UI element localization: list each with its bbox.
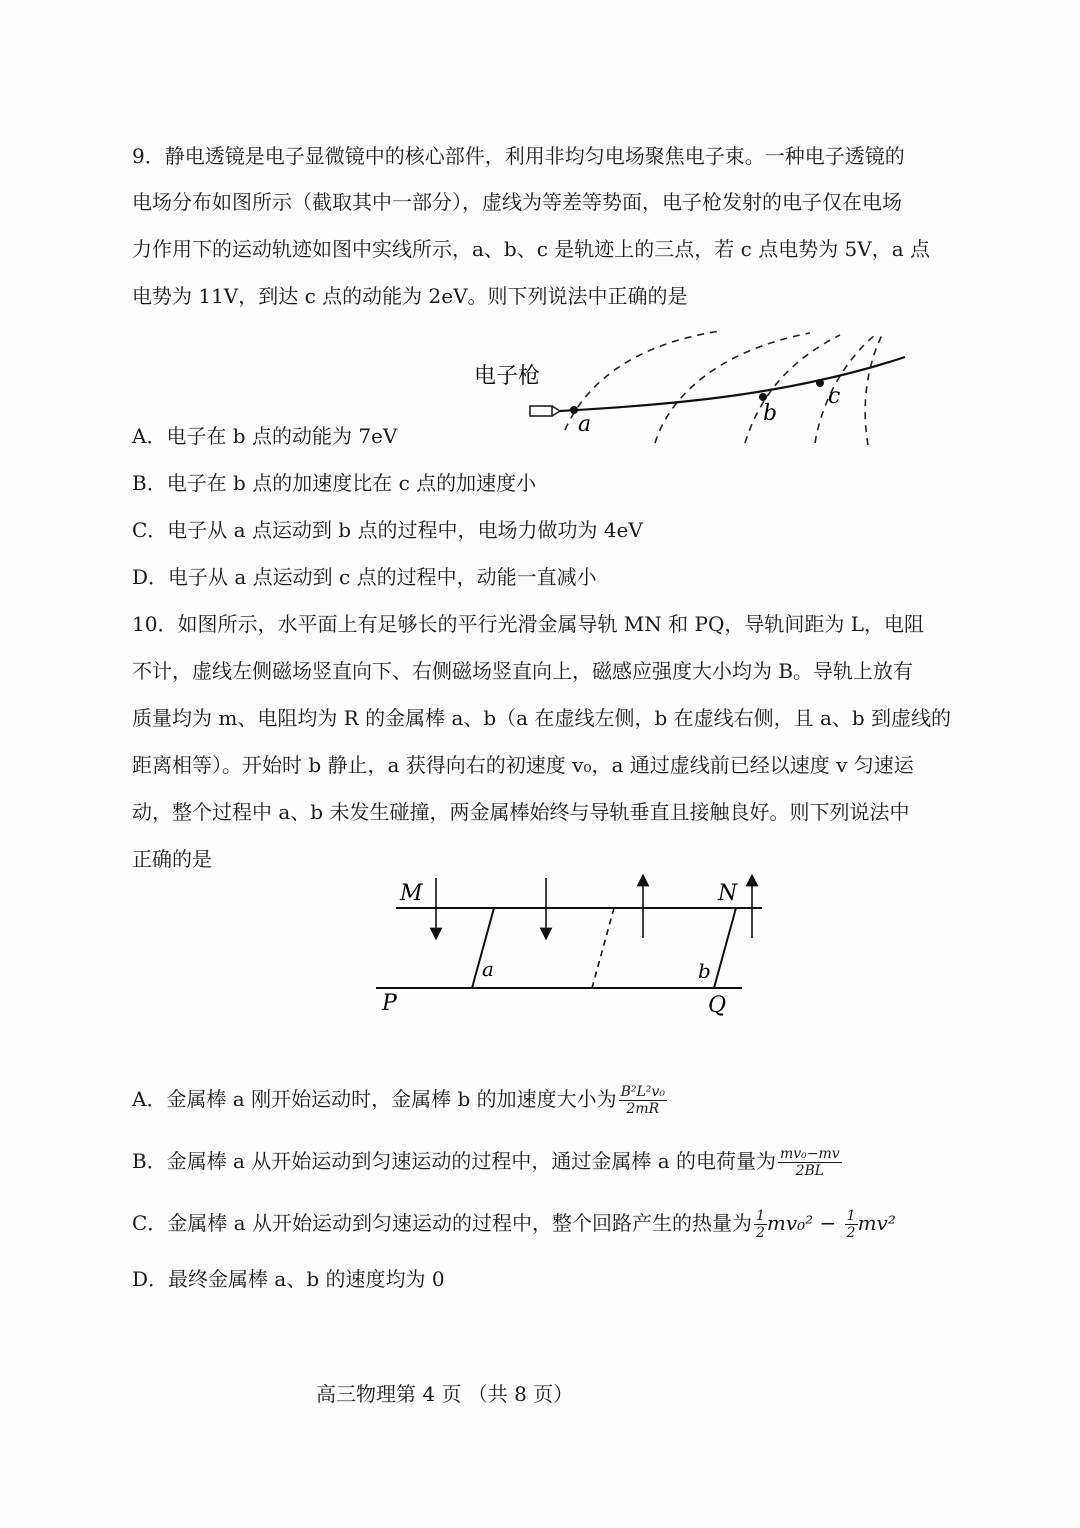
q10-option-b bbox=[132, 1146, 842, 1179]
fraction bbox=[619, 1084, 667, 1117]
electron-trajectory bbox=[560, 357, 905, 411]
label-a: a bbox=[578, 412, 592, 437]
q10-option-c bbox=[132, 1208, 896, 1241]
fraction-half: $\frac{1}{2}$ bbox=[846, 1208, 856, 1241]
q10-line-1: 10．如图所示，水平面上有足够长的平行光滑金属导轨 MN 和 PQ，导轨间距为 L，电阻 bbox=[132, 612, 924, 636]
q9-line-1: 9．静电透镜是电子显微镜中的核心部件，利用非均匀电场聚焦电子束。一种电子透镜的 bbox=[132, 144, 905, 168]
fraction-denominator: 2BL bbox=[795, 1163, 825, 1179]
equipotential-line bbox=[865, 335, 882, 445]
q10-line-5: 动，整个过程中 a、b 未发生碰撞，两金属棒始终与导轨垂直且接触良好。则下列说法中 bbox=[132, 800, 910, 824]
q9-option-a: A．电子在 b 点的动能为 7eV bbox=[132, 424, 398, 448]
rails-figure bbox=[370, 868, 780, 1023]
point-b bbox=[759, 393, 767, 401]
q10-line-6: 正确的是 bbox=[132, 847, 212, 871]
q10-option-d: D．最终金属棒 a、b 的速度均为 0 bbox=[132, 1267, 445, 1291]
boundary-dashed-line bbox=[592, 908, 614, 988]
fraction-numerator: B²L²v₀ bbox=[620, 1084, 665, 1100]
label-M: M bbox=[400, 881, 423, 906]
label-b: b bbox=[763, 401, 778, 426]
label-P: P bbox=[382, 991, 397, 1016]
q9-line-2: 电场分布如图所示（截取其中一部分），虚线为等差等势面，电子枪发射的电子仅在电场 bbox=[132, 190, 902, 214]
label-N: N bbox=[718, 881, 738, 906]
q10-option-a bbox=[132, 1084, 667, 1117]
q10-line-4: 距离相等）。开始时 b 静止，a 获得向右的初速度 v₀，a 通过虚线前已经以速度 v 匀速运 bbox=[132, 753, 914, 777]
point-c bbox=[816, 379, 824, 387]
label-rod-b: b bbox=[698, 959, 711, 983]
electron-gun-icon bbox=[530, 406, 552, 416]
term-mv0-squared: mv₀² bbox=[766, 1211, 814, 1235]
label-Q: Q bbox=[708, 993, 727, 1018]
q10-option-b-text: B．金属棒 a 从开始运动到匀速运动的过程中，通过金属棒 a 的电荷量为 bbox=[132, 1149, 776, 1173]
gun-label: 电子枪 bbox=[474, 364, 541, 389]
fraction-denominator: 2mR bbox=[626, 1101, 660, 1117]
q10-option-c-text: C．金属棒 a 从开始运动到匀速运动的过程中，整个回路产生的热量为 bbox=[132, 1211, 752, 1235]
q10-line-2: 不计，虚线左侧磁场竖直向下、右侧磁场竖直向上，磁感应强度大小均为 B。导轨上放有 bbox=[132, 659, 914, 683]
label-c: c bbox=[828, 384, 841, 409]
fraction-half: $\frac{1}{2}$ bbox=[755, 1208, 765, 1241]
q9-line-3: 力作用下的运动轨迹如图中实线所示，a、b、c 是轨迹上的三点，若 c 点电势为 5V，a 点 bbox=[132, 237, 931, 261]
equipotential-line bbox=[745, 335, 840, 443]
point-a bbox=[570, 406, 578, 414]
page-footer: 高三物理第 4 页 （共 8 页） bbox=[316, 1382, 574, 1406]
q9-option-b: B．电子在 b 点的加速度比在 c 点的加速度小 bbox=[132, 471, 537, 495]
term-mv-squared: mv² bbox=[857, 1211, 896, 1235]
q10-line-3: 质量均为 m、电阻均为 R 的金属棒 a、b（a 在虚线左侧，b 在虚线右侧，且 a、b 到虚线的 bbox=[132, 706, 952, 730]
q10-option-a-text: A．金属棒 a 刚开始运动时，金属棒 b 的加速度大小为 bbox=[132, 1087, 617, 1111]
minus-sign: − bbox=[813, 1211, 843, 1235]
electron-lens-figure bbox=[470, 325, 930, 455]
q9-option-d: D．电子从 a 点运动到 c 点的过程中，动能一直减小 bbox=[132, 565, 597, 589]
fraction bbox=[778, 1146, 842, 1179]
rod-b bbox=[714, 908, 736, 988]
fraction-numerator: mv₀−mv bbox=[779, 1146, 840, 1162]
q9-option-c: C．电子从 a 点运动到 b 点的过程中，电场力做功为 4eV bbox=[132, 518, 643, 542]
q9-line-4: 电势为 11V，到达 c 点的动能为 2eV。则下列说法中正确的是 bbox=[132, 284, 688, 308]
label-rod-a: a bbox=[482, 957, 494, 981]
